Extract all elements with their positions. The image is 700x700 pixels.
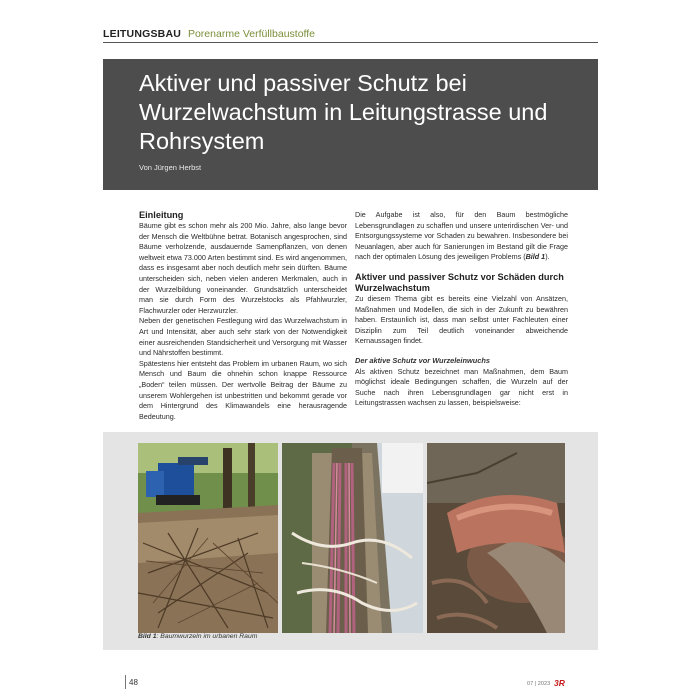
- protection-heading: Aktiver und passiver Schutz vor Schäden durch Wurzelwachstum: [355, 271, 564, 293]
- running-header: [103, 28, 598, 40]
- footer-divider: [125, 675, 126, 689]
- protection-paragraph: Zu diesem Thema gibt es bereits eine Vielzahl von Ansätzen, Maßnahmen und Modellen, die sich in der Zukunft zu bewähren haben. Erstaunlich ist, dass man selbst unter Fachleuten einer Disziplin zum Teil deutlich voneinander abweichende Kernaussagen findet.: [355, 293, 568, 346]
- active-protection-subheading: Der aktive Schutz vor Wurzeleinwuchs: [355, 355, 490, 365]
- task-paragraph: [355, 210, 568, 263]
- intro-paragraph-3: Spätestens hier entsteht das Problem im urbanen Raum, wo sich Mensch und Baum die ohnehin schon knappe Ressource „Boden“ teilen müssen. Der wertvolle Beitrag der Bäume zu unserem Wohlergehen ist unbestritten und bekommt gerade vor dem Hintergrund des Klimawandels eine herausragende Bedeutung.: [139, 358, 347, 421]
- magazine-logo: 3R: [554, 678, 565, 688]
- article-title: Aktiver und passiver Schutz bei Wurzelwachstum in Leitungstrasse und Rohrsystem: [139, 70, 548, 154]
- active-protection-paragraph: Als aktiven Schutz bezeichnet man Maßnahmen, dem Baum möglichst ideale Bedingungen schaffen, die Wurzeln auf der Suche nach ihren Lebensgrundlagen gar nicht erst in Leitungstrassen wachsen zu lassen, beispielsweise:: [355, 366, 568, 408]
- task-text: Die Aufgabe ist also, für den Baum bestmögliche Lebensgrundlagen zu schaffen und unsere unterirdischen Ver- und Entsorgungssysteme vor Schaden zu bewahren. Insbesondere bei Neuanlagen, aber auch für Sanierungen im Bestand gilt die Frage nach der optimalen Lösung des jeweiligen Problems (: [355, 210, 568, 262]
- figure-caption-text: : Baumwurzeln im urbanen Raum: [156, 633, 258, 640]
- page-number: 48: [129, 678, 138, 687]
- title-banner: [103, 59, 598, 190]
- figure-label: Bild 1: [138, 633, 157, 640]
- figure-reference: Bild 1: [525, 252, 546, 262]
- header-divider: [103, 42, 598, 43]
- intro-heading: Einleitung: [139, 210, 184, 220]
- figure-caption: [138, 633, 257, 640]
- text-column-1: [139, 210, 347, 422]
- article-author: Von Jürgen Herbst: [139, 163, 202, 172]
- figure-panel: [103, 432, 598, 650]
- issue-number: 07 | 2023: [527, 681, 551, 687]
- text-column-2: [355, 210, 568, 409]
- photo-excavator-roots: [138, 443, 278, 633]
- intro-paragraph-2: Neben der genetischen Festlegung wird das Wurzelwachstum in Art und Intensität, aber auch sehr stark von der Notwendigkeit einer ausreichenden Standsicherheit und Versorgung mit Wasser und Nährstoffen bestimmt.: [139, 316, 347, 358]
- photo-roots-pipe: [427, 443, 565, 633]
- photo-trench-pipes: [282, 443, 423, 633]
- section-label: LEITUNGSBAU: [103, 28, 182, 40]
- task-text-end: ).: [545, 252, 550, 262]
- intro-paragraph-1: Bäume gibt es schon mehr als 200 Mio. Jahre, also lange bevor der Mensch die Weltbühne betrat. Botanisch angesprochen, sind Bäume verholzende, ausdauernde Samenpflanzen, von denen weltweit etwa 73.000 Arten bestimmt sind. Es wird angenommen, dass es insgesamt aber noch deutlich mehr sein dürften. Bäume unterscheiden sich, neben vielen anderen Merkmalen, auch in der Wurzelbildung voneinander. Grundsätzlich unterscheidet man sie durch Form des Wurzelstocks als Pfahlwurzler, Flachwurzler oder Herzwurzler.: [139, 221, 347, 315]
- section-subtitle: Porenarme Verfüllbaustoffe: [187, 28, 316, 40]
